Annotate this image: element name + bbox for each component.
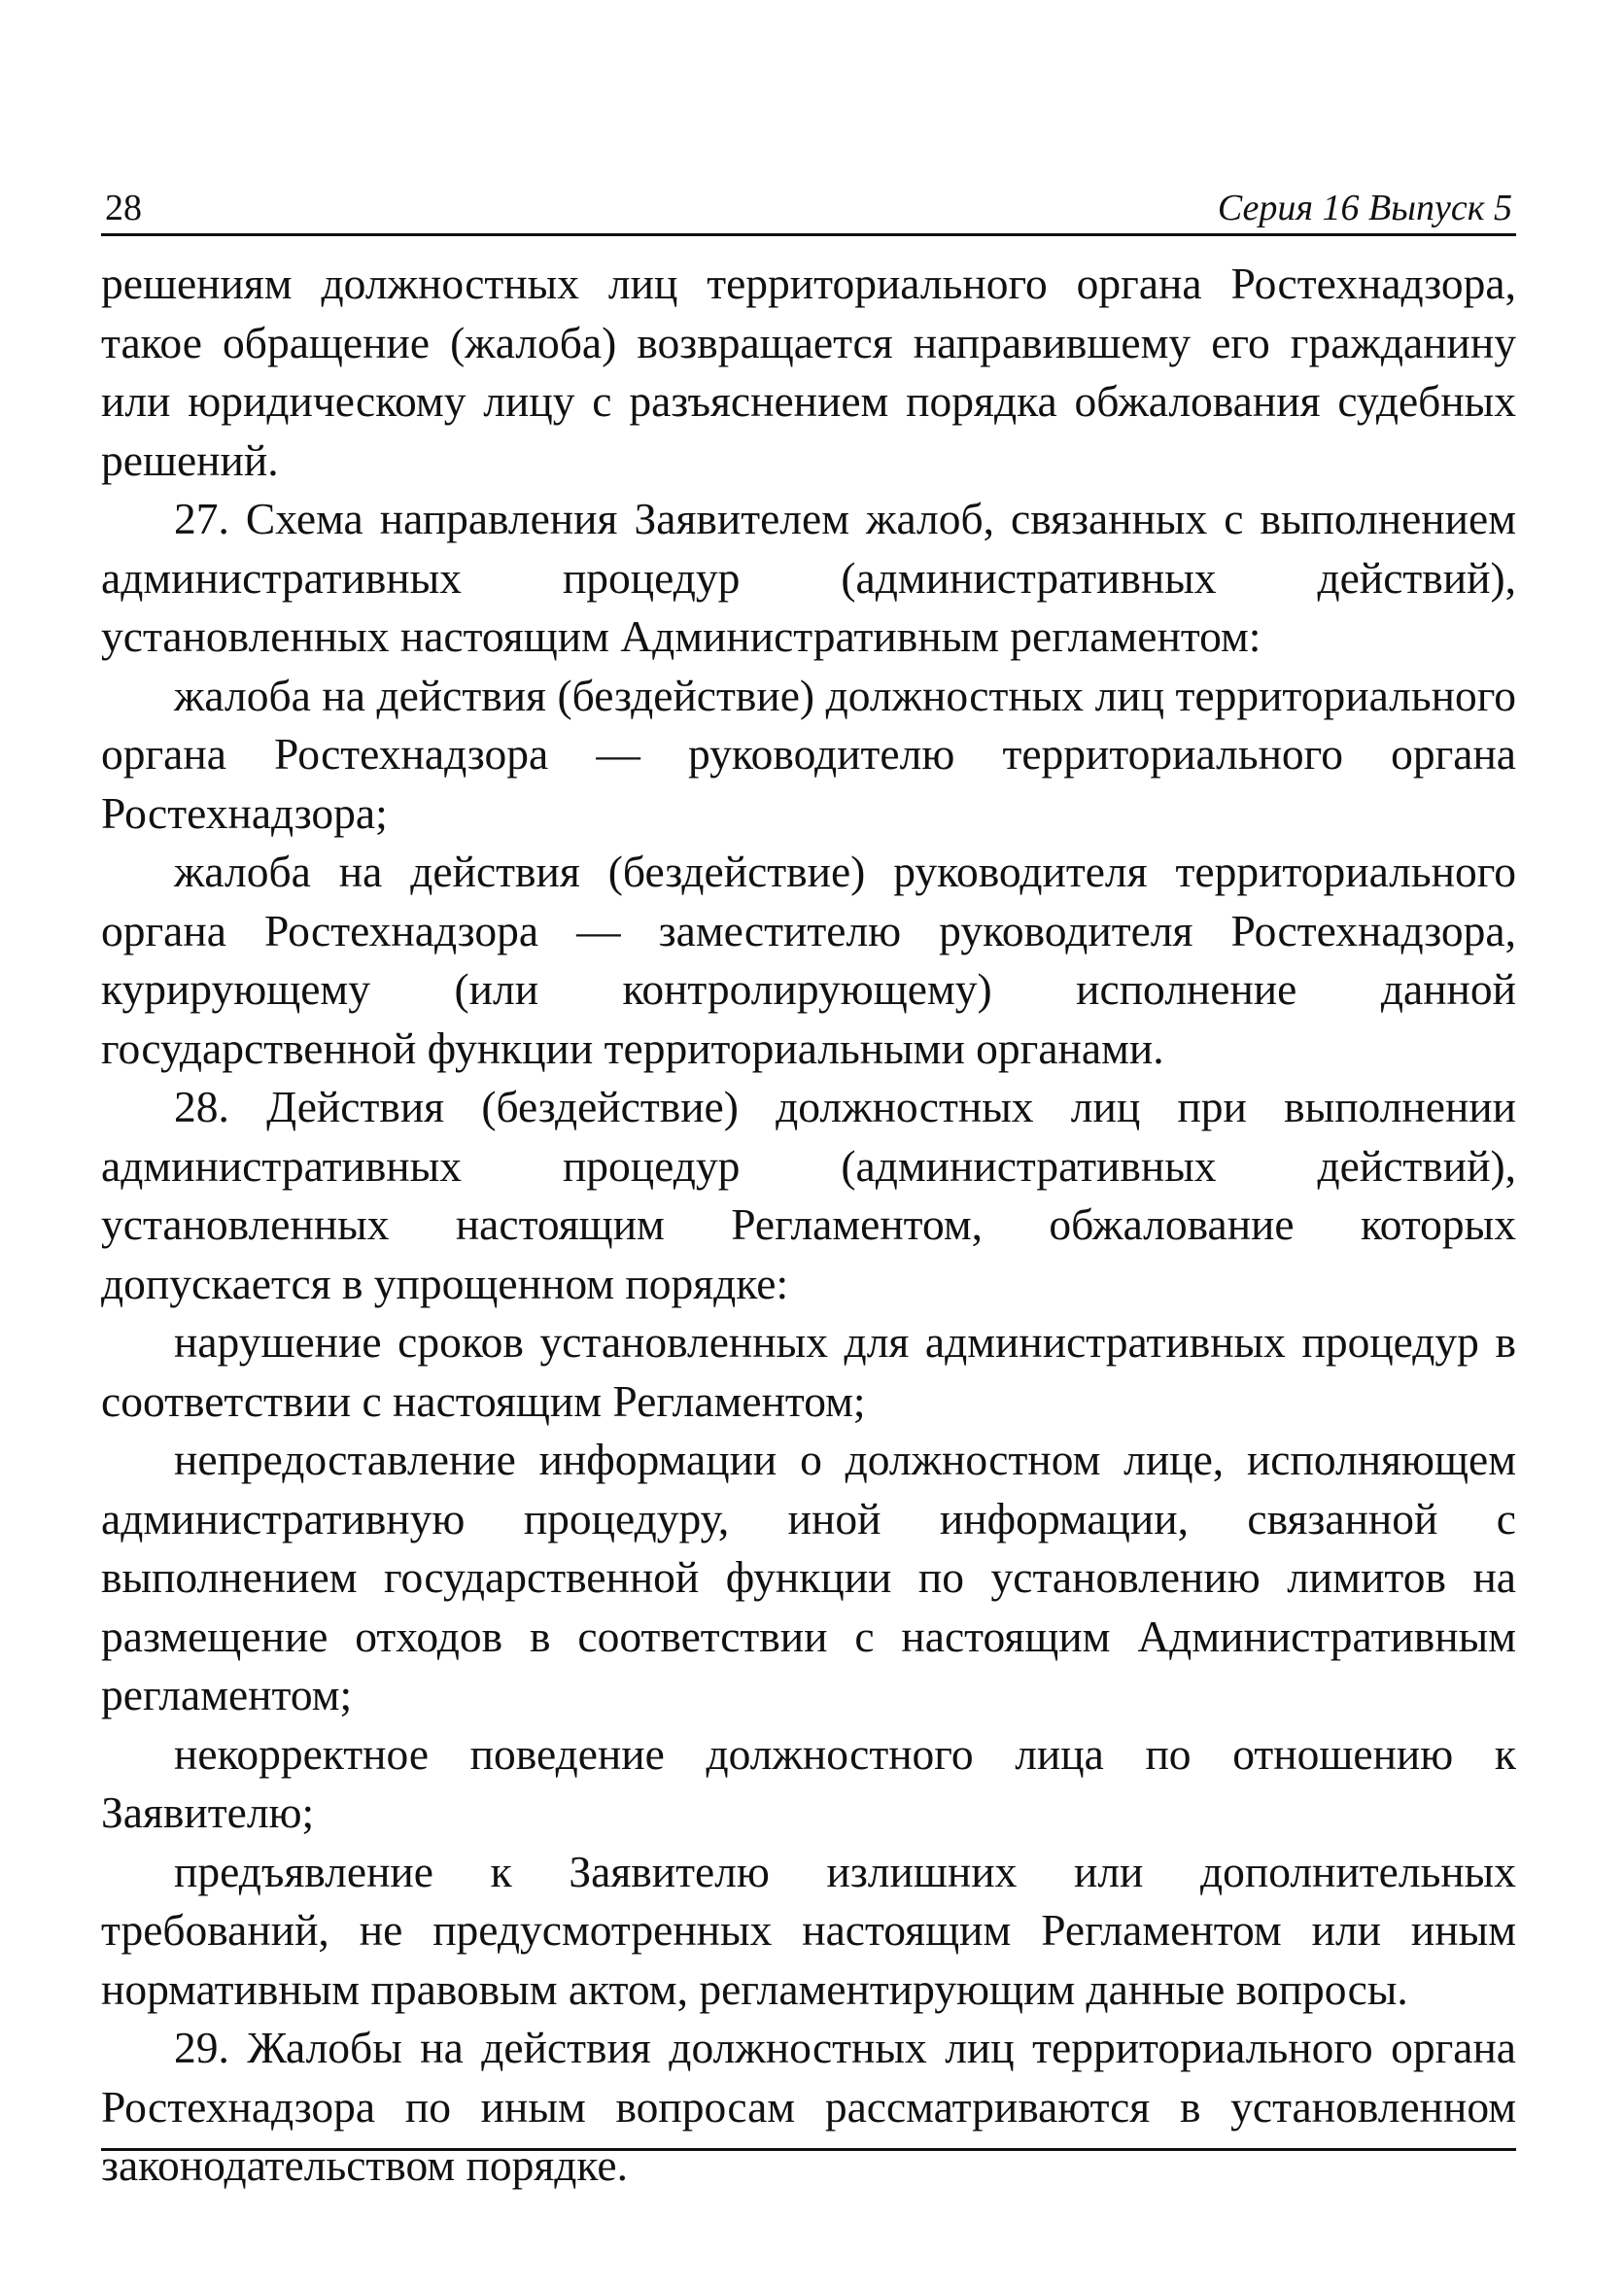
- page-header: [101, 183, 1516, 236]
- paragraph-complaint-officials: жалоба на действия (бездействие) должностных лиц территориального органа Ростехнадзора — руководителю территориального органа Ростехнадзора;: [101, 670, 1516, 838]
- paragraph-continued: решениям должностных лиц территориального органа Ростехнадзора, такое обращение (жалоба) возвращается направившему его гражданину или юридическому лицу с разъяснением порядка обжалования судебных решений.: [101, 259, 1516, 485]
- running-head: Серия 16 Выпуск 5: [1217, 188, 1512, 228]
- paragraph-incorrect-behavior: некорректное поведение должностного лица по отношению к Заявителю;: [101, 1728, 1516, 1837]
- paragraph-deadline-violation: нарушение сроков установленных для административных процедур в соответствии с настоящим Регламентом;: [101, 1317, 1516, 1426]
- footer-rule: [101, 2148, 1516, 2151]
- body-text: [101, 255, 1516, 2196]
- page-number: 28: [105, 188, 142, 228]
- paragraph-complaint-head: жалоба на действия (бездействие) руководителя территориального органа Ростехнадзора — заместителю руководителя Ростехнадзора, курирующему (или контролирующему) исполнение данной государственной функции территориальными органами.: [101, 847, 1516, 1073]
- paragraph-29: 29. Жалобы на действия должностных лиц территориального органа Ростехнадзора по иным вопросам рассматриваются в установленном законодательством порядке.: [101, 2023, 1516, 2190]
- paragraph-28: 28. Действия (бездействие) должностных лиц при выполнении административных процедур (административных действий), установленных настоящим Регламентом, обжалование которых допускается в упрощенном порядке:: [101, 1082, 1516, 1308]
- paragraph-27: 27. Схема направления Заявителем жалоб, связанных с выполнением административных процедур (административных действий), установленных настоящим Административным регламентом:: [101, 494, 1516, 661]
- paragraph-excess-requirements: предъявление к Заявителю излишних или дополнительных требований, не предусмотренных настоящим Регламентом или иным нормативным правовым актом, регламентирующим данные вопросы.: [101, 1846, 1516, 2014]
- paragraph-information-withheld: непредоставление информации о должностном лице, исполняющем административную процедуру, иной информации, связанной с выполнением государственной функции по установлению лимитов на размещение отходов в соответствии с настоящим Административным регламентом;: [101, 1435, 1516, 1719]
